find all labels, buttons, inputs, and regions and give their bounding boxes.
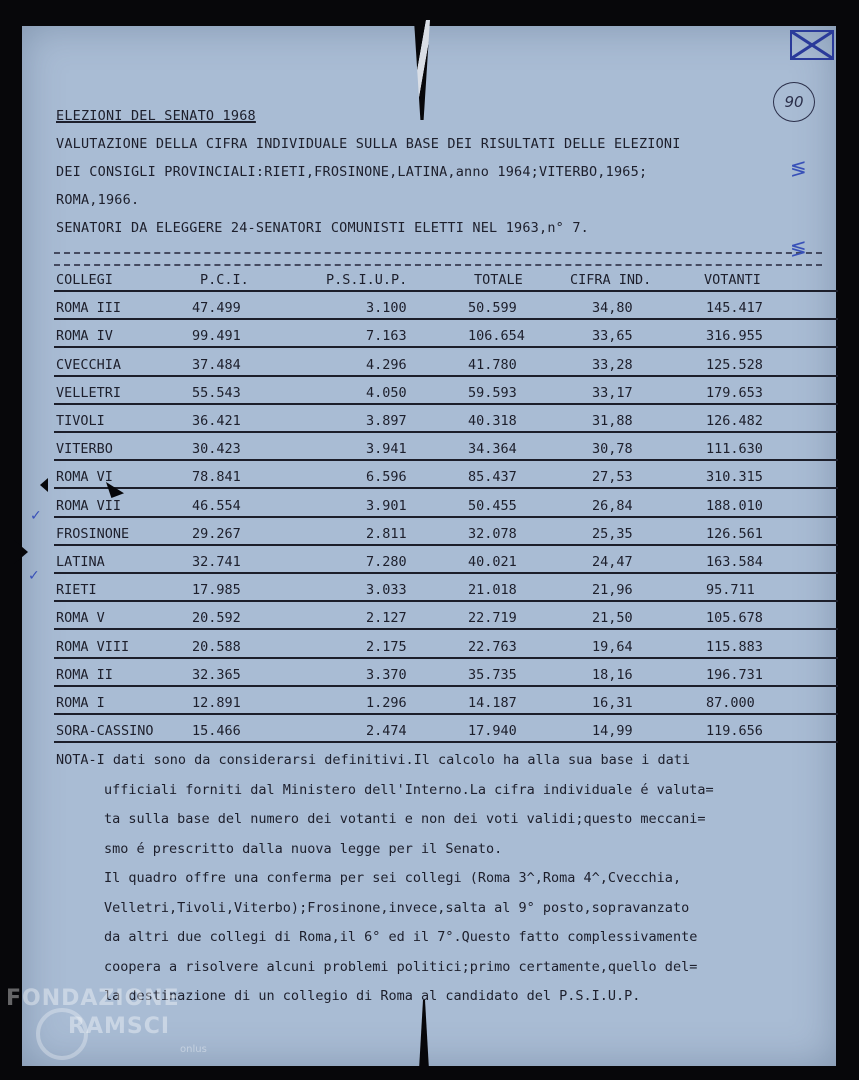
table-cell: 115.883 xyxy=(706,638,763,655)
table-header-cell: COLLEGI xyxy=(56,272,113,288)
table-cell: 2.811 xyxy=(366,525,407,542)
intro-line-1: VALUTAZIONE DELLA CIFRA INDIVIDUALE SULLA BASE DEI RISULTATI DELLE ELEZIONI xyxy=(56,136,681,152)
table-cell-collegio: ROMA I xyxy=(56,695,105,711)
table-cell: 33,65 xyxy=(592,328,633,345)
table-cell-collegio: ROMA IV xyxy=(56,328,113,345)
note-line: NOTA-I dati sono da considerarsi definitivi.Il calcolo ha alla sua base i dati xyxy=(56,752,690,768)
table-rule xyxy=(54,741,838,743)
table-cell: 21,50 xyxy=(592,610,633,627)
table-cell: 7.163 xyxy=(366,328,407,345)
pen-cross-mark xyxy=(790,30,834,60)
note-line: smo é prescritto dalla nuova legge per il Senato. xyxy=(104,840,503,857)
table-cell: 22.719 xyxy=(468,610,517,627)
note-line: coopera a risolvere alcuni problemi politici;primo certamente,quello del= xyxy=(104,958,698,975)
table-rule xyxy=(54,431,838,433)
table-cell: 106.654 xyxy=(468,328,525,345)
pen-check-mark: ✓ xyxy=(30,508,42,524)
table-cell: 310.315 xyxy=(706,469,763,486)
table-header-cell: CIFRA IND. xyxy=(570,272,652,288)
table-cell-collegio: ROMA V xyxy=(56,610,105,627)
table-rule xyxy=(54,685,838,687)
table-cell: 3.941 xyxy=(366,441,407,458)
table-cell: 34,80 xyxy=(592,300,633,317)
table-cell: 7.280 xyxy=(366,554,407,570)
table-cell: 25,35 xyxy=(592,525,633,542)
table-cell: 29.267 xyxy=(192,525,241,542)
table-cell: 30.423 xyxy=(192,441,241,458)
note-line: Il quadro offre una conferma per sei collegi (Roma 3^,Roma 4^,Cvecchia, xyxy=(104,870,682,886)
table-cell: 50.455 xyxy=(468,497,517,514)
table-cell: 47.499 xyxy=(192,300,241,317)
table-cell: 16,31 xyxy=(592,695,633,711)
table-cell: 19,64 xyxy=(592,638,633,655)
table-cell: 32.078 xyxy=(468,525,517,542)
table-cell-collegio: SORA-CASSINO xyxy=(56,723,154,740)
table-rule xyxy=(54,403,838,405)
table-header-cell: TOTALE xyxy=(474,272,523,288)
table-rule xyxy=(54,487,838,489)
table-cell: 3.370 xyxy=(366,666,407,683)
table-cell-collegio: ROMA II xyxy=(56,666,113,683)
table-rule xyxy=(54,346,838,348)
table-cell-collegio: RIETI xyxy=(56,582,97,599)
table-cell: 78.841 xyxy=(192,469,241,486)
note-line: da altri due collegi di Roma,il 6° ed il 7°.Questo fatto complessivamente xyxy=(104,929,698,945)
table-cell: 32.741 xyxy=(192,554,241,570)
pen-scribble-mark: ≶ xyxy=(790,156,807,180)
table-cell: 179.653 xyxy=(706,384,763,401)
table-cell: 55.543 xyxy=(192,384,241,401)
note-line: la destinazione di un collegio di Roma al candidato del P.S.I.U.P. xyxy=(104,988,641,1004)
table-cell: 22.763 xyxy=(468,638,517,655)
table-cell: 40.021 xyxy=(468,554,517,570)
table-cell: 2.127 xyxy=(366,610,407,627)
table-cell: 316.955 xyxy=(706,328,763,345)
intro-line-3: ROMA,1966. xyxy=(56,192,140,208)
table-cell: 126.482 xyxy=(706,413,763,429)
table-rule xyxy=(54,459,838,461)
table-cell-collegio: TIVOLI xyxy=(56,413,105,429)
table-rule xyxy=(54,713,838,715)
table-cell-collegio: ROMA III xyxy=(56,300,122,317)
table-cell: 125.528 xyxy=(706,356,763,373)
note-line: Velletri,Tivoli,Viterbo);Frosinone,invece,salta al 9° posto,sopravanzato xyxy=(104,899,690,916)
table-cell-collegio: ROMA VII xyxy=(56,497,122,514)
table-cell: 3.901 xyxy=(366,497,407,514)
table-cell: 105.678 xyxy=(706,610,763,627)
table-cell: 2.175 xyxy=(366,638,407,655)
table-cell: 18,16 xyxy=(592,666,633,683)
table-cell: 14,99 xyxy=(592,723,633,740)
page-number: 90 xyxy=(784,93,804,111)
watermark-logo xyxy=(6,986,226,1066)
table-header-cell: VOTANTI xyxy=(704,272,761,288)
table-cell: 14.187 xyxy=(468,695,517,711)
table-rule xyxy=(54,572,838,574)
table-cell-collegio: ROMA VIII xyxy=(56,638,130,655)
table-cell: 40.318 xyxy=(468,413,517,429)
table-cell: 3.033 xyxy=(366,582,407,599)
table-cell: 33,17 xyxy=(592,384,633,401)
table-header-cell: P.C.I. xyxy=(200,272,249,288)
table-cell: 163.584 xyxy=(706,554,763,570)
table-cell: 20.588 xyxy=(192,638,241,655)
table-cell: 6.596 xyxy=(366,469,407,486)
table-cell: 15.466 xyxy=(192,723,241,740)
table-cell: 59.593 xyxy=(468,384,517,401)
table-cell: 36.421 xyxy=(192,413,241,429)
table-cell: 20.592 xyxy=(192,610,241,627)
watermark-line-2: RAMSCI xyxy=(68,1014,171,1039)
table-cell: 32.365 xyxy=(192,666,241,683)
table-cell-collegio: LATINA xyxy=(56,554,105,570)
double-rule xyxy=(54,252,822,266)
table-rule xyxy=(54,544,838,546)
table-cell: 119.656 xyxy=(706,723,763,740)
table-cell: 35.735 xyxy=(468,666,517,683)
table-cell: 27,53 xyxy=(592,469,633,486)
table-cell-collegio: VELLETRI xyxy=(56,384,122,401)
table-cell: 37.484 xyxy=(192,356,241,373)
table-cell: 95.711 xyxy=(706,582,755,599)
table-cell: 196.731 xyxy=(706,666,763,683)
table-cell: 46.554 xyxy=(192,497,241,514)
table-cell: 33,28 xyxy=(592,356,633,373)
table-rule xyxy=(54,657,838,659)
table-cell: 41.780 xyxy=(468,356,517,373)
note-line: ufficiali forniti dal Ministero dell'Interno.La cifra individuale é valuta= xyxy=(104,781,714,798)
table-cell: 17.985 xyxy=(192,582,241,599)
table-rule xyxy=(54,516,838,518)
table-cell: 12.891 xyxy=(192,695,241,711)
table-cell: 99.491 xyxy=(192,328,241,345)
table-rule xyxy=(54,318,838,320)
table-cell-collegio: FROSINONE xyxy=(56,525,130,542)
table-cell: 85.437 xyxy=(468,469,517,486)
table-cell: 145.417 xyxy=(706,300,763,317)
intro-line-2: DEI CONSIGLI PROVINCIALI:RIETI,FROSINONE,LATINA,anno 1964;VITERBO,1965; xyxy=(56,164,648,180)
intro-line-4: SENATORI DA ELEGGERE 24-SENATORI COMUNISTI ELETTI NEL 1963,n° 7. xyxy=(56,220,589,236)
table-cell: 21.018 xyxy=(468,582,517,599)
note-line: ta sulla base del numero dei votanti e non dei voti validi;questo meccani= xyxy=(104,811,706,827)
table-cell-collegio: VITERBO xyxy=(56,441,113,458)
table-cell: 24,47 xyxy=(592,554,633,570)
watermark-small: onlus xyxy=(180,1044,207,1055)
table-cell: 126.561 xyxy=(706,525,763,542)
table-cell: 4.296 xyxy=(366,356,407,373)
table-cell: 30,78 xyxy=(592,441,633,458)
table-rule xyxy=(54,375,838,377)
pen-check-mark: ✓ xyxy=(28,568,40,584)
table-cell: 3.100 xyxy=(366,300,407,317)
table-cell: 188.010 xyxy=(706,497,763,514)
table-cell: 34.364 xyxy=(468,441,517,458)
table-cell: 17.940 xyxy=(468,723,517,740)
table-rule xyxy=(54,628,838,630)
table-header-cell: P.S.I.U.P. xyxy=(326,272,408,288)
table-cell: 21,96 xyxy=(592,582,633,599)
table-cell: 26,84 xyxy=(592,497,633,514)
table-cell: 111.630 xyxy=(706,441,763,458)
table-cell: 3.897 xyxy=(366,413,407,429)
table-cell: 87.000 xyxy=(706,695,755,711)
table-cell: 2.474 xyxy=(366,723,407,740)
table-cell: 1.296 xyxy=(366,695,407,711)
table-cell: 50.599 xyxy=(468,300,517,317)
page-number-circle xyxy=(773,82,815,122)
table-cell-collegio: CVECCHIA xyxy=(56,356,122,373)
table-cell: 4.050 xyxy=(366,384,407,401)
table-rule xyxy=(54,600,838,602)
document-heading: ELEZIONI DEL SENATO 1968 xyxy=(56,108,256,124)
table-rule xyxy=(54,290,838,292)
watermark-line-1: FONDAZIONE xyxy=(6,986,180,1011)
pen-scribble-mark: ≶ xyxy=(790,236,807,260)
table-cell-collegio: ROMA VI xyxy=(56,469,113,486)
table-cell: 31,88 xyxy=(592,413,633,429)
